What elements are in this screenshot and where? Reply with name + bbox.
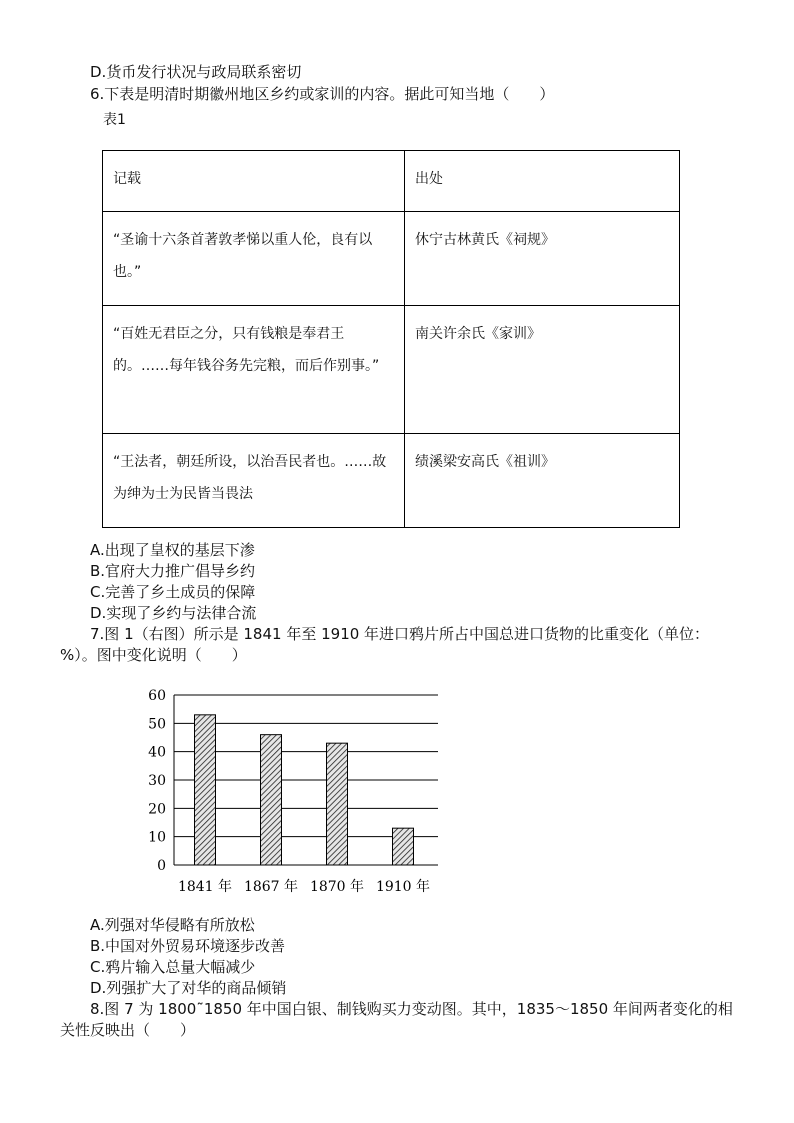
- x-tick-label: 1841 年: [177, 879, 233, 895]
- table-cell-source: 南关许余氏《家训》: [405, 306, 680, 434]
- y-tick-label: 60: [148, 688, 166, 704]
- q8-stem-line2: 关性反映出（ ）: [60, 1021, 196, 1039]
- q6-stem: 6.下表是明清时期徽州地区乡约或家训的内容。据此可知当地（ ）: [90, 85, 555, 103]
- x-tick-label: 1910 年: [375, 879, 431, 895]
- y-tick-label: 50: [148, 716, 166, 733]
- opium-import-bar-chart: [138, 686, 438, 898]
- header-cell-record: 记载: [103, 151, 405, 212]
- q7-option-c: C.鸦片输入总量大幅减少: [90, 958, 256, 976]
- table-header-row: [103, 151, 680, 212]
- q6-option-b: B.官府大力推广倡导乡约: [90, 562, 256, 580]
- x-tick-label: 1867 年: [243, 879, 299, 895]
- table-cell-record: “百姓无君臣之分，只有钱粮是奉君王的。……每年钱谷务先完粮，而后作别事。”: [103, 306, 405, 434]
- q6-option-d: D.实现了乡约与法律合流: [90, 604, 257, 622]
- records-table: [102, 150, 680, 528]
- q7-option-d: D.列强扩大了对华的商品倾销: [90, 979, 287, 997]
- x-tick-label: 1870 年: [309, 879, 365, 895]
- q8-stem-line1: 8.图 7 为 1800˜1850 年中国白银、制钱购买力变动图。其中，1835～1850 年间两者变化的相: [90, 1000, 733, 1018]
- table-cell-record: “王法者，朝廷所设，以治吾民者也。……故为绅为士为民皆当畏法: [103, 434, 405, 528]
- y-tick-label: 30: [148, 773, 166, 789]
- q7-stem-line1: 7.图 1（右图）所示是 1841 年至 1910 年进口鸦片所占中国总进口货物的比重变化（单位：: [90, 625, 710, 643]
- table-row: [103, 434, 680, 528]
- table-row: [103, 306, 680, 434]
- header-cell-source: 出处: [405, 151, 680, 212]
- q6-option-c: C.完善了乡土成员的保障: [90, 583, 256, 601]
- bar: [393, 828, 414, 865]
- y-tick-label: 10: [148, 829, 166, 846]
- bar: [327, 743, 348, 865]
- table-cell-source: 休宁古林黄氏《祠规》: [405, 212, 680, 306]
- bar: [195, 715, 216, 865]
- q7-option-b: B.中国对外贸易环境逐步改善: [90, 937, 286, 955]
- table-cell-record: “圣谕十六条首著敦孝悌以重人伦，良有以也。”: [103, 212, 405, 306]
- y-tick-label: 0: [157, 858, 166, 874]
- y-tick-label: 20: [148, 801, 166, 818]
- y-tick-label: 40: [148, 744, 166, 761]
- q5-option-d: D.货币发行状况与政局联系密切: [90, 63, 302, 81]
- q7-option-a: A.列强对华侵略有所放松: [90, 916, 255, 934]
- bar: [261, 735, 282, 865]
- table-caption: 表1: [103, 112, 126, 128]
- table-row: [103, 212, 680, 306]
- table-cell-source: 绩溪梁安高氏《祖训》: [405, 434, 680, 528]
- q7-stem-line2: %）。图中变化说明（ ）: [60, 646, 247, 664]
- q6-option-a: A.出现了皇权的基层下渗: [90, 541, 255, 559]
